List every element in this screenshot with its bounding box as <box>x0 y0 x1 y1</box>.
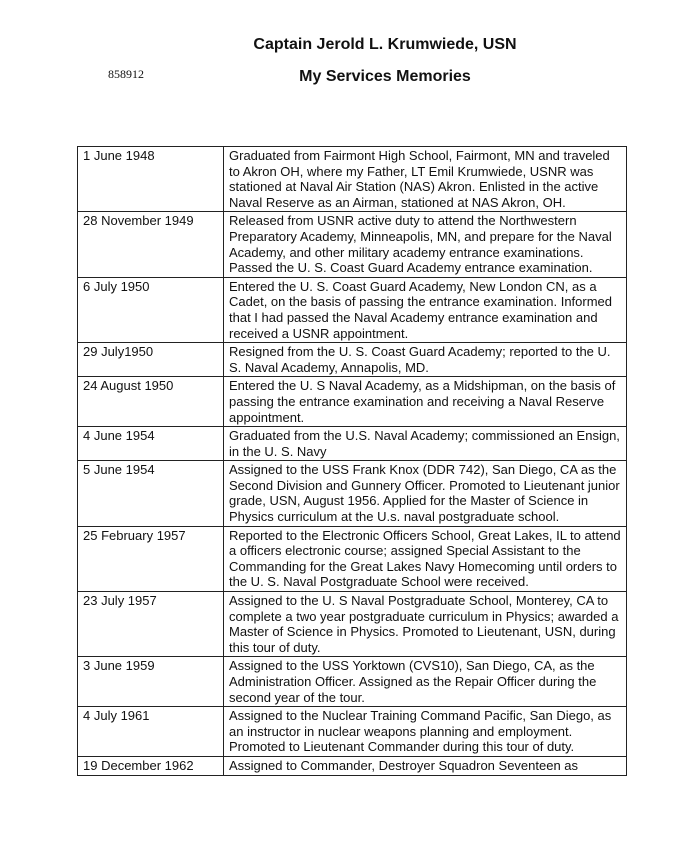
entry-text: Assigned to the Nuclear Training Command Pacific, San Diego, as an instructor in nuclear weapons planning and employment. Promoted to Lieutenant Commander during this tour of duty. <box>224 707 627 757</box>
table-row <box>78 707 627 757</box>
entry-text: Reported to the Electronic Officers School, Great Lakes, IL to attend a officers electronic course; assigned Special Assistant to the Commanding for the Great Lakes Navy Homecoming until orders to the U. S. Naval Postgraduate School were received. <box>224 526 627 591</box>
entry-date: 6 July 1950 <box>78 277 224 342</box>
entry-text: Assigned to the USS Frank Knox (DDR 742), San Diego, CA as the Second Division and Gunnery Officer. Promoted to Lieutenant junior grade, USN, August 1956. Applied for the Master of Science in Physics curriculum at the U.s. naval postgraduate school. <box>224 461 627 526</box>
entry-date: 24 August 1950 <box>78 377 224 427</box>
table-row <box>78 427 627 461</box>
table-row <box>78 526 627 591</box>
entry-text: Graduated from the U.S. Naval Academy; commissioned an Ensign, in the U. S. Navy <box>224 427 627 461</box>
document-number: 858912 <box>108 67 144 81</box>
entry-date: 19 December 1962 <box>78 756 224 775</box>
entry-text: Assigned to the USS Yorktown (CVS10), San Diego, CA, as the Administration Officer. Assigned as the Repair Officer during the second year of the tour. <box>224 657 627 707</box>
entry-date: 4 July 1961 <box>78 707 224 757</box>
table-row <box>78 377 627 427</box>
entry-date: 1 June 1948 <box>78 147 224 212</box>
entry-text: Assigned to the U. S Naval Postgraduate School, Monterey, CA to complete a two year postgraduate curriculum in Physics; awarded a Master of Science in Physics. Promoted to Lieutenant, USN, during this tour of duty. <box>224 592 627 657</box>
table-row <box>78 277 627 342</box>
entry-date: 23 July 1957 <box>78 592 224 657</box>
table-row <box>78 657 627 707</box>
table-row <box>78 461 627 526</box>
entry-text: Released from USNR active duty to attend the Northwestern Preparatory Academy, Minneapolis, MN, and prepare for the Naval Academy, and other military academy entrance examinations. Passed the U. S. Coast Guard Academy entrance examination. <box>224 212 627 277</box>
entry-text: Graduated from Fairmont High School, Fairmont, MN and traveled to Akron OH, where my Father, LT Emil Krumwiede, USNR was stationed at Naval Air Station (NAS) Akron. Enlisted in the active Naval Reserve as an Airman, stationed at NAS Akron, OH. <box>224 147 627 212</box>
table-row <box>78 212 627 277</box>
service-timeline-table <box>77 146 627 776</box>
entry-date: 25 February 1957 <box>78 526 224 591</box>
entry-date: 4 June 1954 <box>78 427 224 461</box>
table-row <box>78 756 627 775</box>
document-subtitle: My Services Memories <box>299 68 471 85</box>
entry-date: 5 June 1954 <box>78 461 224 526</box>
entry-text: Entered the U. S. Coast Guard Academy, New London CN, as a Cadet, on the basis of passing the entrance examination. Informed that I had passed the Naval Academy entrance examination and received a USNR appointment. <box>224 277 627 342</box>
entry-text: Assigned to Commander, Destroyer Squadron Seventeen as <box>224 756 627 775</box>
table-row <box>78 592 627 657</box>
entry-text: Resigned from the U. S. Coast Guard Academy; reported to the U. S. Naval Academy, Annapolis, MD. <box>224 343 627 377</box>
table-row <box>78 147 627 212</box>
entry-text: Entered the U. S Naval Academy, as a Midshipman, on the basis of passing the entrance examination and receiving a Naval Reserve appointment. <box>224 377 627 427</box>
entry-date: 28 November 1949 <box>78 212 224 277</box>
entry-date: 29 July1950 <box>78 343 224 377</box>
table-row <box>78 343 627 377</box>
entry-date: 3 June 1959 <box>78 657 224 707</box>
document-title: Captain Jerold L. Krumwiede, USN <box>253 36 517 53</box>
